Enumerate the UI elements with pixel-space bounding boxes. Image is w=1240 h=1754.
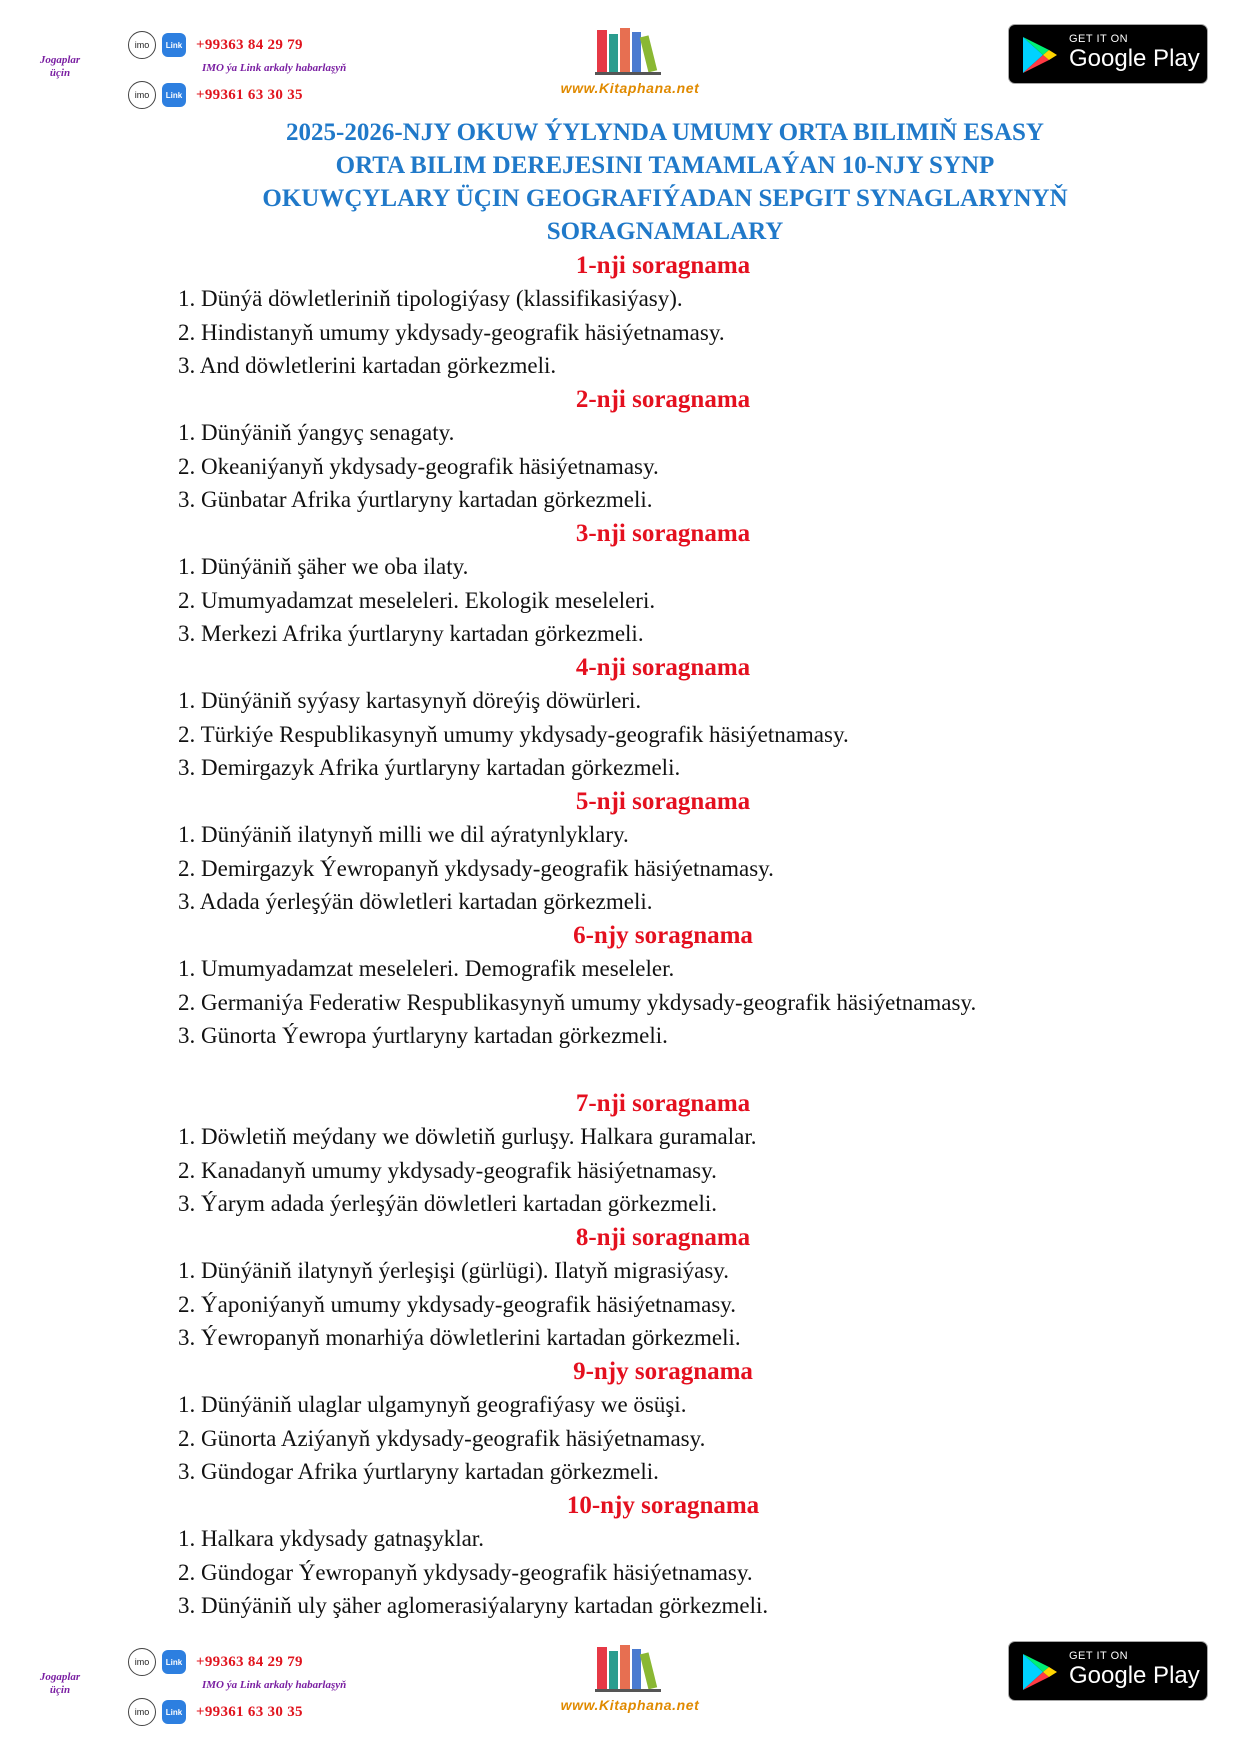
question-item: 3. Günorta Ýewropa ýurtlaryny kartadan görkezmeli. (178, 1023, 668, 1048)
google-play-badge[interactable] (1008, 1641, 1208, 1701)
kitaphana-logo[interactable] (545, 1637, 715, 1733)
question-set-heading: 7-nji soragnama (575, 1090, 751, 1117)
page-footer (0, 1635, 1240, 1735)
question-item: 3. Ýewropanyň monarhiýa döwletlerini kartadan görkezmeli. (178, 1325, 741, 1350)
contact-row-2 (128, 80, 303, 110)
link-app-icon[interactable]: Link (162, 1700, 186, 1724)
imo-icon[interactable]: imo (128, 81, 156, 109)
store-main-label: Google Play (1069, 1662, 1200, 1689)
title-line: 2025-2026-NJY OKUW ÝYLYNDA UMUMY ORTA BILIMIŇ ESASY (286, 119, 1044, 146)
question-item: 3. Adada ýerleşýän döwletleri kartadan görkezmeli. (178, 889, 653, 914)
question-set-9 (178, 1355, 1178, 1489)
contact-block (128, 1639, 428, 1735)
contact-row-2 (128, 1697, 303, 1727)
question-item: 2. Ýaponiýanyň umumy ykdysady-geografik häsiýetnamasy. (178, 1291, 737, 1317)
question-item: 3. And döwletlerini kartadan görkezmeli. (178, 353, 557, 378)
question-item: 2. Gündogar Ýewropanyň ykdysady-geografik häsiýetnamasy. (178, 1559, 753, 1585)
question-item: 3. Merkezi Afrika ýurtlaryny kartadan görkezmeli. (178, 621, 644, 646)
phone-number-2[interactable]: +99361 63 30 35 (196, 1703, 303, 1720)
question-set-heading: 1-nji soragnama (575, 252, 751, 279)
question-item: 2. Germaniýa Federatiw Respublikasynyň umumy ykdysady-geografik häsiýetnamasy. (178, 989, 977, 1015)
question-set-7 (178, 1087, 1178, 1221)
imo-icon[interactable]: imo (128, 1648, 156, 1676)
question-item: 2. Kanadanyň umumy ykdysady-geografik häsiýetnamasy. (178, 1157, 717, 1183)
question-set-6 (178, 919, 1178, 1053)
store-top-label: GET IT ON (1069, 1650, 1129, 1662)
question-set-10 (178, 1489, 1178, 1623)
question-item: 1. Dünýäniň ulaglar ulgamynyň geografiýasy we ösüşi. (178, 1392, 687, 1417)
books-icon (595, 24, 665, 76)
play-store-icon (1021, 35, 1059, 75)
question-item: 2. Umumyadamzat meseleleri. Ekologik meseleleri. (178, 587, 656, 613)
link-app-icon[interactable]: Link (162, 1650, 186, 1674)
question-item: 3. Demirgazyk Afrika ýurtlaryny kartadan görkezmeli. (178, 755, 681, 780)
imo-icon[interactable]: imo (128, 1698, 156, 1726)
question-item: 1. Dünýäniň ýangyç senagaty. (178, 420, 455, 445)
question-item: 3. Günbatar Afrika ýurtlaryny kartadan görkezmeli. (178, 487, 653, 512)
question-item: 1. Dünýä döwletleriniň tipologiýasy (klassifikasiýasy). (178, 286, 683, 311)
title-line: ORTA BILIM DEREJESINI TAMAMLAÝAN 10-NJY SYNP (335, 152, 995, 179)
books-icon (595, 1641, 665, 1693)
question-set-heading: 8-nji soragnama (575, 1224, 751, 1251)
question-set-5 (178, 785, 1178, 919)
contact-row-1 (128, 1647, 303, 1677)
contact-row-1 (128, 30, 303, 60)
question-item: 1. Dünýäniň syýasy kartasynyň döreýiş döwürleri. (178, 688, 642, 713)
question-set-4 (178, 651, 1178, 785)
store-top-label: GET IT ON (1069, 33, 1129, 45)
question-item: 2. Okeaniýanyň ykdysady-geografik häsiýetnamasy. (178, 453, 659, 479)
document-title (175, 116, 1155, 248)
question-item: 2. Günorta Aziýanyň ykdysady-geografik häsiýetnamasy. (178, 1425, 706, 1451)
site-url[interactable]: www.Kitaphana.net (560, 1697, 700, 1713)
site-url[interactable]: www.Kitaphana.net (560, 80, 700, 96)
question-set-heading: 2-nji soragnama (575, 386, 751, 413)
question-item: 3. Dünýäniň uly şäher aglomerasiýalaryny kartadan görkezmeli. (178, 1593, 769, 1618)
question-set-heading: 10-njy soragnama (566, 1492, 760, 1519)
answers-note: Jogaplar üçin (39, 1671, 81, 1696)
question-set-heading: 9-njy soragnama (573, 1358, 753, 1385)
question-set-heading: 3-nji soragnama (575, 520, 751, 547)
question-item: 1. Dünýäniň ilatynyň milli we dil aýratynlyklary. (178, 822, 629, 847)
google-play-badge[interactable] (1008, 24, 1208, 84)
question-set-2 (178, 383, 1178, 517)
question-set-1 (178, 249, 1178, 383)
question-item: 1. Döwletiň meýdany we döwletiň gurluşy. Halkara guramalar. (178, 1124, 757, 1149)
question-set-heading: 6-njy soragnama (573, 922, 753, 949)
question-item: 1. Dünýäniň ilatynyň ýerleşişi (gürlügi). Ilatyň migrasiýasy. (178, 1258, 730, 1283)
question-item: 2. Türkiýe Respublikasynyň umumy ykdysady-geografik häsiýetnamasy. (178, 721, 849, 747)
play-store-icon (1021, 1652, 1059, 1692)
link-app-icon[interactable]: Link (162, 33, 186, 57)
phone-number-1[interactable]: +99363 84 29 79 (196, 36, 303, 53)
question-item: 1. Umumyadamzat meseleleri. Demografik meseleler. (178, 956, 675, 981)
question-set-3 (178, 517, 1178, 651)
phone-number-1[interactable]: +99363 84 29 79 (196, 1653, 303, 1670)
imo-icon[interactable]: imo (128, 31, 156, 59)
question-set-heading: 4-nji soragnama (575, 654, 751, 681)
question-set-8 (178, 1221, 1178, 1355)
question-set-heading: 5-nji soragnama (575, 788, 751, 815)
store-main-label: Google Play (1069, 45, 1200, 72)
page-header (0, 18, 1240, 118)
contact-via-note: IMO ýa Link arkaly habarlaşyň (202, 1679, 347, 1691)
answers-note: Jogaplar üçin (39, 54, 81, 79)
link-app-icon[interactable]: Link (162, 83, 186, 107)
question-item: 1. Dünýäniň şäher we oba ilaty. (178, 554, 469, 579)
question-item: 1. Halkara ykdysady gatnaşyklar. (178, 1526, 484, 1551)
title-line: OKUWÇYLARY ÜÇIN GEOGRAFIÝADAN SEPGIT SYNAGLARYNYŇ (262, 185, 1068, 212)
question-item: 3. Ýarym adada ýerleşýän döwletleri kartadan görkezmeli. (178, 1191, 717, 1216)
contact-via-note: IMO ýa Link arkaly habarlaşyň (202, 62, 347, 74)
question-item: 2. Demirgazyk Ýewropanyň ykdysady-geografik häsiýetnamasy. (178, 855, 774, 881)
contact-block (128, 22, 428, 118)
question-item: 2. Hindistanyň umumy ykdysady-geografik häsiýetnamasy. (178, 319, 725, 345)
phone-number-2[interactable]: +99361 63 30 35 (196, 86, 303, 103)
question-item: 3. Gündogar Afrika ýurtlaryny kartadan görkezmeli. (178, 1459, 659, 1484)
kitaphana-logo[interactable] (545, 20, 715, 116)
title-line: SORAGNAMALARY (546, 218, 784, 245)
